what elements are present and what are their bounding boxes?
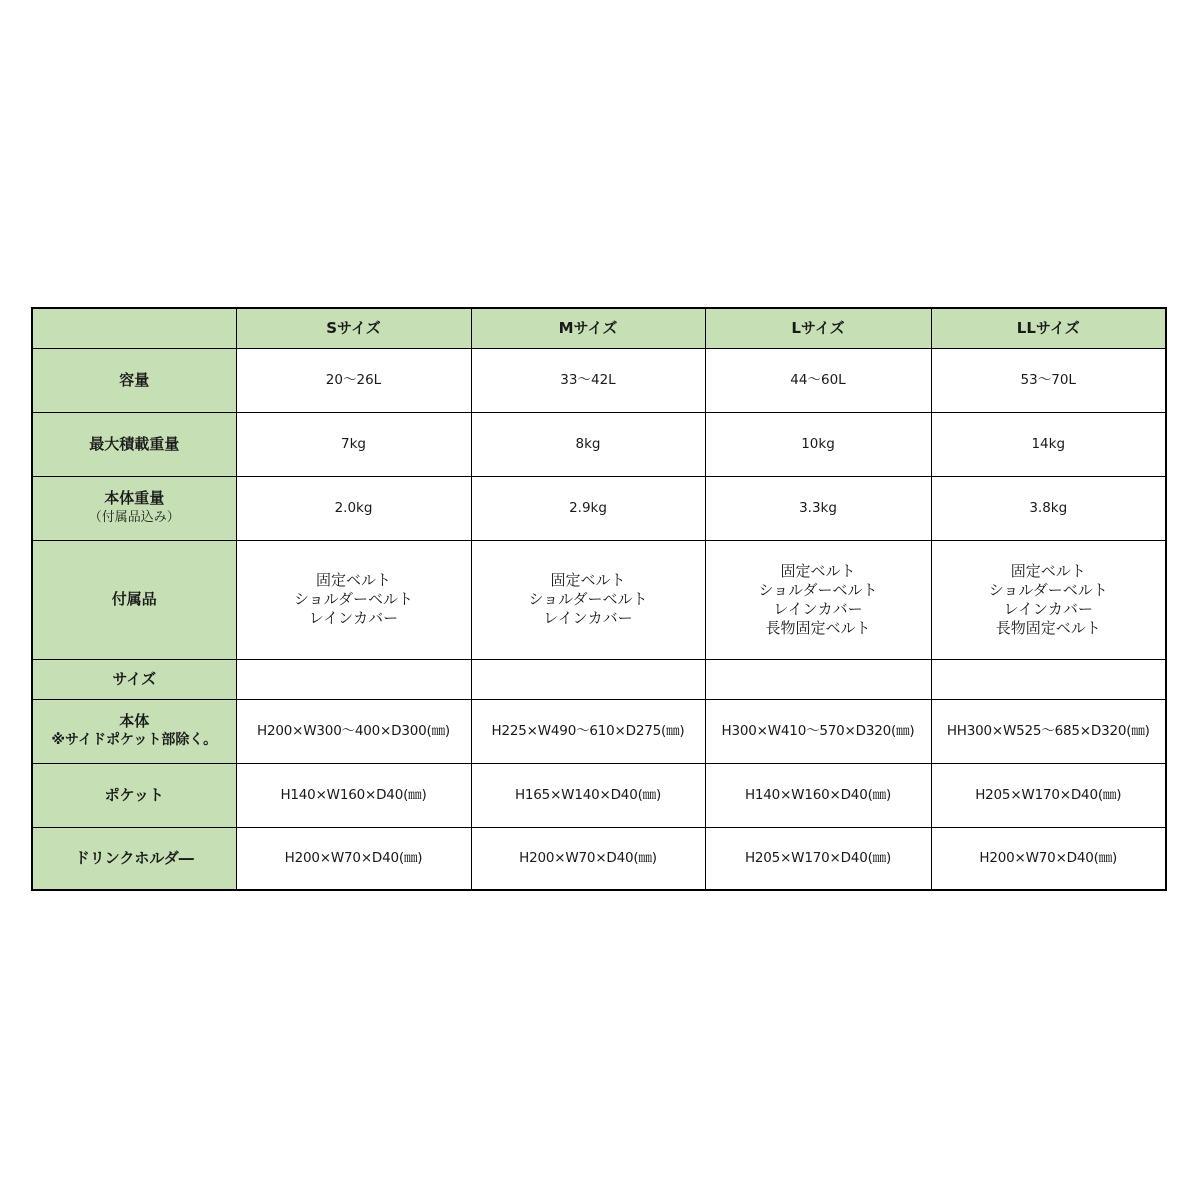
body-weight-value-l: 3.3kg — [705, 476, 931, 540]
max-load-label: 最大積載重量 — [32, 412, 236, 476]
size-header-l: Lサイズ — [705, 308, 931, 348]
body-weight-label: 本体重量 — [104, 489, 165, 507]
body-weight-value-ll: 3.8kg — [931, 476, 1166, 540]
drink-holder-value-m: H200×W70×D40(㎜) — [471, 827, 705, 890]
pocket-value-l: H140×W160×D40(㎜) — [705, 763, 931, 827]
max-load-row — [32, 412, 1166, 476]
header-row — [32, 308, 1166, 348]
body-weight-label-cell — [32, 476, 236, 540]
drink-holder-label: ドリンクホルダ― — [32, 827, 236, 890]
drink-holder-value-l: H205×W170×D40(㎜) — [705, 827, 931, 890]
capacity-value-l: 44～60L — [705, 348, 931, 412]
accessories-value-l — [705, 540, 931, 659]
accessory-item: 長物固定ベルト — [765, 618, 871, 637]
size-section-label: サイズ — [32, 659, 236, 699]
pocket-row — [32, 763, 1166, 827]
size-section-value-s — [236, 659, 471, 699]
body-weight-value-m: 2.9kg — [471, 476, 705, 540]
body-weight-sublabel: （付属品込み） — [88, 510, 180, 525]
max-load-value-s: 7kg — [236, 412, 471, 476]
capacity-value-ll: 53～70L — [931, 348, 1166, 412]
size-section-value-l — [705, 659, 931, 699]
accessory-item: レインカバー — [543, 609, 633, 627]
accessories-value-s — [236, 540, 471, 659]
capacity-label: 容量 — [32, 348, 236, 412]
body-dimensions-value-ll: HH300×W525～685×D320(㎜) — [931, 699, 1166, 763]
body-dimensions-value-l: H300×W410～570×D320(㎜) — [705, 699, 931, 763]
spec-table — [31, 307, 1167, 891]
max-load-value-l: 10kg — [705, 412, 931, 476]
pocket-value-ll: H205×W170×D40(㎜) — [931, 763, 1166, 827]
accessories-value-m — [471, 540, 705, 659]
accessory-item: ショルダーベルト — [528, 590, 648, 608]
accessories-row — [32, 540, 1166, 659]
pocket-value-m: H165×W140×D40(㎜) — [471, 763, 705, 827]
accessory-item: レインカバー — [1003, 599, 1093, 618]
size-header-s: Sサイズ — [236, 308, 471, 348]
body-dimensions-row — [32, 699, 1166, 763]
max-load-value-m: 8kg — [471, 412, 705, 476]
accessory-item: 固定ベルト — [1010, 561, 1086, 580]
capacity-value-s: 20～26L — [236, 348, 471, 412]
size-header-ll: LLサイズ — [931, 308, 1166, 348]
accessory-item: 長物固定ベルト — [995, 618, 1101, 637]
accessory-item: レインカバー — [308, 609, 399, 627]
pocket-label: ポケット — [32, 763, 236, 827]
drink-holder-value-s: H200×W70×D40(㎜) — [236, 827, 471, 890]
body-dimensions-sublabel: ※サイドポケット部除く。 — [51, 732, 218, 748]
accessory-item: ショルダーベルト — [988, 580, 1108, 599]
accessory-item: ショルダーベルト — [758, 580, 878, 599]
body-weight-value-s: 2.0kg — [236, 476, 471, 540]
accessory-item: ショルダーベルト — [293, 590, 414, 608]
body-dimensions-value-s: H200×W300～400×D300(㎜) — [236, 699, 471, 763]
accessories-label: 付属品 — [32, 540, 236, 659]
drink-holder-value-ll: H200×W70×D40(㎜) — [931, 827, 1166, 890]
size-header-m: Mサイズ — [471, 308, 705, 348]
capacity-value-m: 33～42L — [471, 348, 705, 412]
size-section-value-m — [471, 659, 705, 699]
accessories-value-ll — [931, 540, 1166, 659]
body-dimensions-value-m: H225×W490～610×D275(㎜) — [471, 699, 705, 763]
accessory-item: 固定ベルト — [780, 561, 856, 580]
body-dimensions-label: 本体 — [119, 712, 150, 730]
drink-holder-row — [32, 827, 1166, 890]
accessory-item: レインカバー — [773, 599, 863, 618]
size-section-row — [32, 659, 1166, 699]
max-load-value-ll: 14kg — [931, 412, 1166, 476]
corner-cell — [32, 308, 236, 348]
body-weight-row — [32, 476, 1166, 540]
pocket-value-s: H140×W160×D40(㎜) — [236, 763, 471, 827]
accessory-item: 固定ベルト — [550, 571, 626, 589]
body-dimensions-label-cell — [32, 699, 236, 763]
capacity-row — [32, 348, 1166, 412]
size-section-value-ll — [931, 659, 1166, 699]
accessory-item: 固定ベルト — [315, 571, 391, 589]
